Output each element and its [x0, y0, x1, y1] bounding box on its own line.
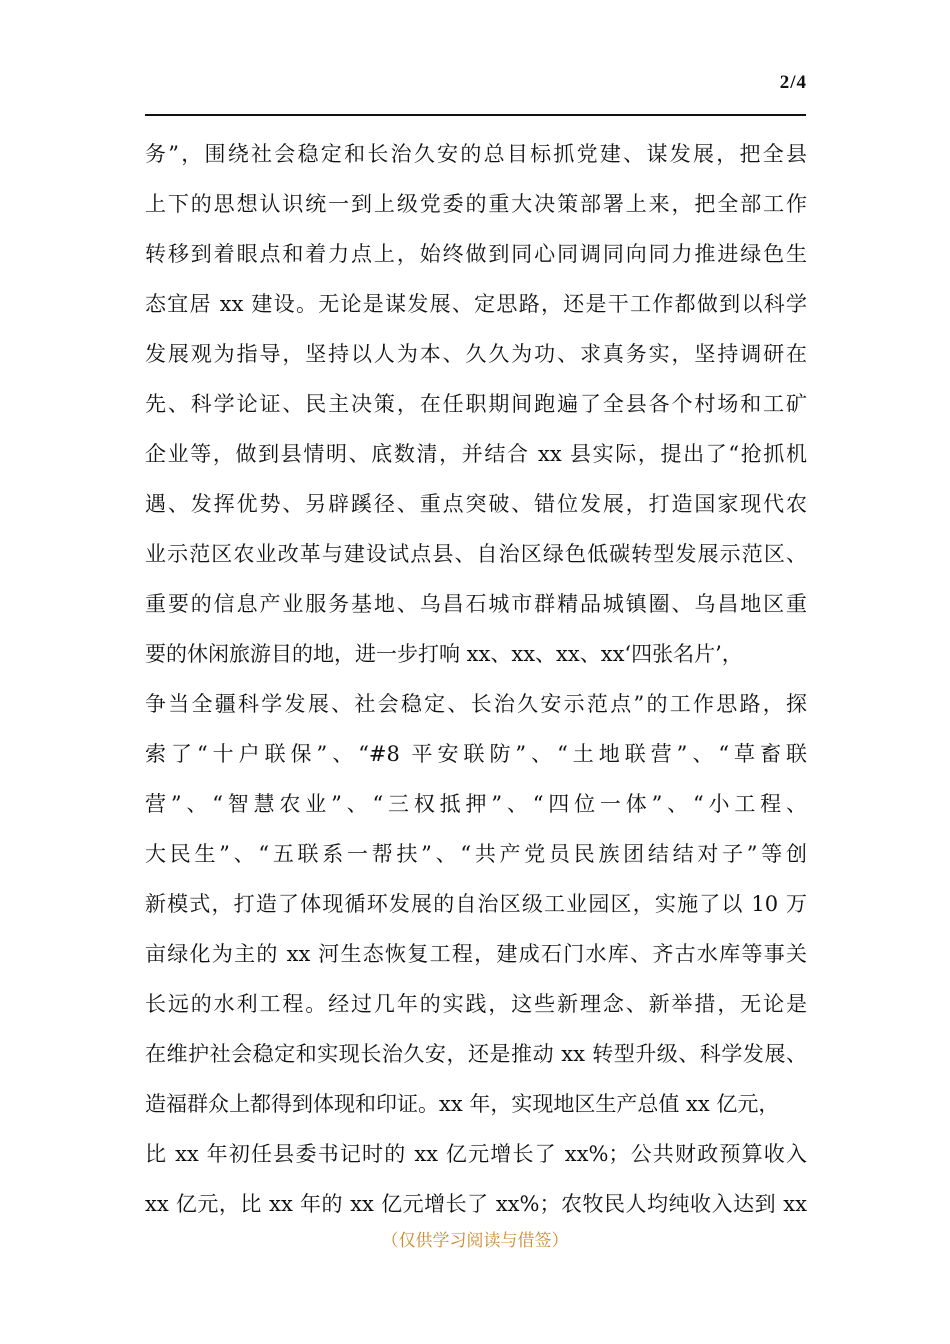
document-body — [145, 129, 807, 1229]
body-line: 大民生”、“五联系一帮扶”、“共产党员民族团结结对子”等创 — [145, 842, 807, 866]
body-line: 索了“十户联保”、“#8 平安联防”、“土地联营”、“草畜联 — [145, 742, 807, 766]
body-line: 新模式，打造了体现循环发展的自治区级工业园区，实施了以 10 万 — [145, 892, 807, 916]
header-divider — [145, 114, 806, 116]
body-line: 业示范区农业改革与建设试点县、自治区绿色低碳转型发展示范区、 — [145, 542, 807, 566]
body-line: 重要的信息产业服务基地、乌昌石城市群精品城镇圈、乌昌地区重 — [145, 592, 807, 616]
body-line: 转移到着眼点和着力点上，始终做到同心同调同向同力推进绿色生 — [145, 242, 807, 266]
body-line: 遇、发挥优势、另辟蹊径、重点突破、错位发展，打造国家现代农 — [145, 492, 807, 516]
body-line: 要的休闲旅游目的地，进一步打响 xx、xx、xx、xx‘四张名片’， — [145, 642, 743, 666]
body-line: 态宜居 xx 建设。无论是谋发展、定思路，还是干工作都做到以科学 — [145, 292, 807, 316]
body-line: 营”、“智慧农业”、“三权抵押”、“四位一体”、“小工程、 — [145, 792, 807, 816]
body-line: 在维护社会稳定和实现长治久安，还是推动 xx 转型升级、科学发展、 — [145, 1042, 807, 1066]
body-line: 务”，围绕社会稳定和长治久安的总目标抓党建、谋发展，把全县 — [145, 142, 807, 166]
body-line: xx 亿元，比 xx 年的 xx 亿元增长了 xx%；农牧民人均纯收入达到 xx — [145, 1192, 807, 1216]
body-line: 发展观为指导，坚持以人为本、久久为功、求真务实，坚持调研在 — [145, 342, 807, 366]
body-line: 比 xx 年初任县委书记时的 xx 亿元增长了 xx%；公共财政预算收入 — [145, 1142, 807, 1166]
body-line: 企业等，做到县情明、底数清，并结合 xx 县实际，提出了“抢抓机 — [145, 442, 807, 466]
body-line: 先、科学论证、民主决策，在任职期间跑遍了全县各个村场和工矿 — [145, 392, 807, 416]
body-line: 造福群众上都得到体现和印证。xx 年，实现地区生产总值 xx 亿元， — [145, 1092, 780, 1116]
body-line: 长远的水利工程。经过几年的实践，这些新理念、新举措，无论是 — [145, 992, 807, 1016]
page-number: 2/4 — [779, 72, 807, 93]
body-line: 上下的思想认识统一到上级党委的重大决策部署上来，把全部工作 — [145, 192, 807, 216]
body-line: 争当全疆科学发展、社会稳定、长治久安示范点”的工作思路，探 — [145, 692, 807, 716]
body-line: 亩绿化为主的 xx 河生态恢复工程，建成石门水库、齐古水库等事关 — [145, 942, 807, 966]
footer-disclaimer: （仅供学习阅读与借签） — [381, 1231, 569, 1251]
